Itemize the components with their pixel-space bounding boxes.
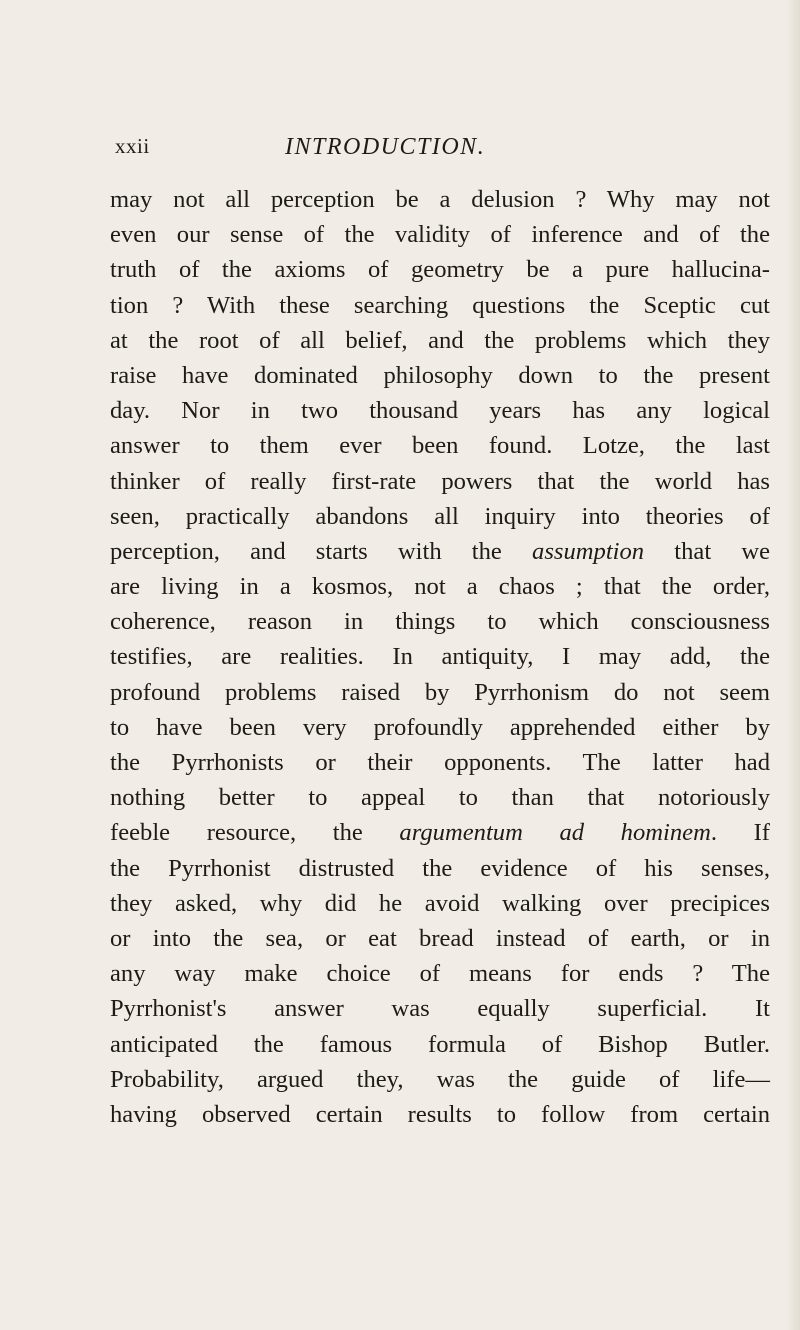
text-line: perception, and starts with the assumption that we: [110, 537, 771, 565]
text-line: nothing better to appeal to than that notoriously: [110, 784, 770, 812]
italic-phrase: assumption: [532, 537, 645, 565]
page-header: [115, 134, 795, 166]
text-line: Probability, argued they, was the guide of life—: [110, 1065, 770, 1093]
text-line: any way make choice of means for ends ? The: [110, 960, 770, 988]
text-line: may not all perception be a delusion ? Why may not: [110, 186, 770, 213]
text-line: Pyrrhonist's answer was equally superficial. It: [110, 995, 770, 1023]
page-edge-shadow: [786, 0, 800, 1330]
text-line: the Pyrrhonists or their opponents. The latter had: [110, 749, 770, 776]
body-text: [110, 182, 770, 1132]
text-line: thinker of really first-rate powers that the world has: [110, 467, 770, 495]
text-line: feeble resource, the argumentum ad hominem. If: [110, 819, 770, 847]
text-line: the Pyrrhonist distrusted the evidence of his senses,: [110, 854, 770, 882]
text-line: coherence, reason in things to which consciousness: [110, 608, 770, 636]
page-number: xxii: [115, 134, 150, 158]
text-line: profound problems raised by Pyrrhonism do not seem: [110, 678, 770, 706]
text-line: truth of the axioms of geometry be a pure hallucina-: [110, 256, 770, 284]
running-head: INTRODUCTION.: [285, 134, 486, 160]
text-line: at the root of all belief, and the problems which they: [110, 326, 770, 354]
text-line: tion ? With these searching questions the Sceptic cut: [110, 291, 770, 319]
text-line: to have been very profoundly apprehended either by: [110, 713, 770, 741]
text-line: they asked, why did he avoid walking over precipices: [110, 889, 770, 917]
text-line: are living in a kosmos, not a chaos ; that the order,: [110, 573, 770, 601]
text-line: having observed certain results to follow from certain: [110, 1100, 770, 1128]
text-line: seen, practically abandons all inquiry into theories of: [110, 502, 770, 530]
italic-phrase: argumentum ad hominem: [399, 819, 711, 847]
text-line: even our sense of the validity of inference and of the: [110, 221, 770, 249]
text-line: testifies, are realities. In antiquity, I may add, the: [110, 643, 770, 671]
text-line: day. Nor in two thousand years has any logical: [110, 397, 770, 425]
text-line: raise have dominated philosophy down to the present: [110, 361, 770, 389]
text-line: answer to them ever been found. Lotze, the last: [110, 432, 770, 460]
text-line: anticipated the famous formula of Bishop Butler.: [110, 1030, 770, 1058]
text-line: or into the sea, or eat bread instead of earth, or in: [110, 924, 770, 952]
